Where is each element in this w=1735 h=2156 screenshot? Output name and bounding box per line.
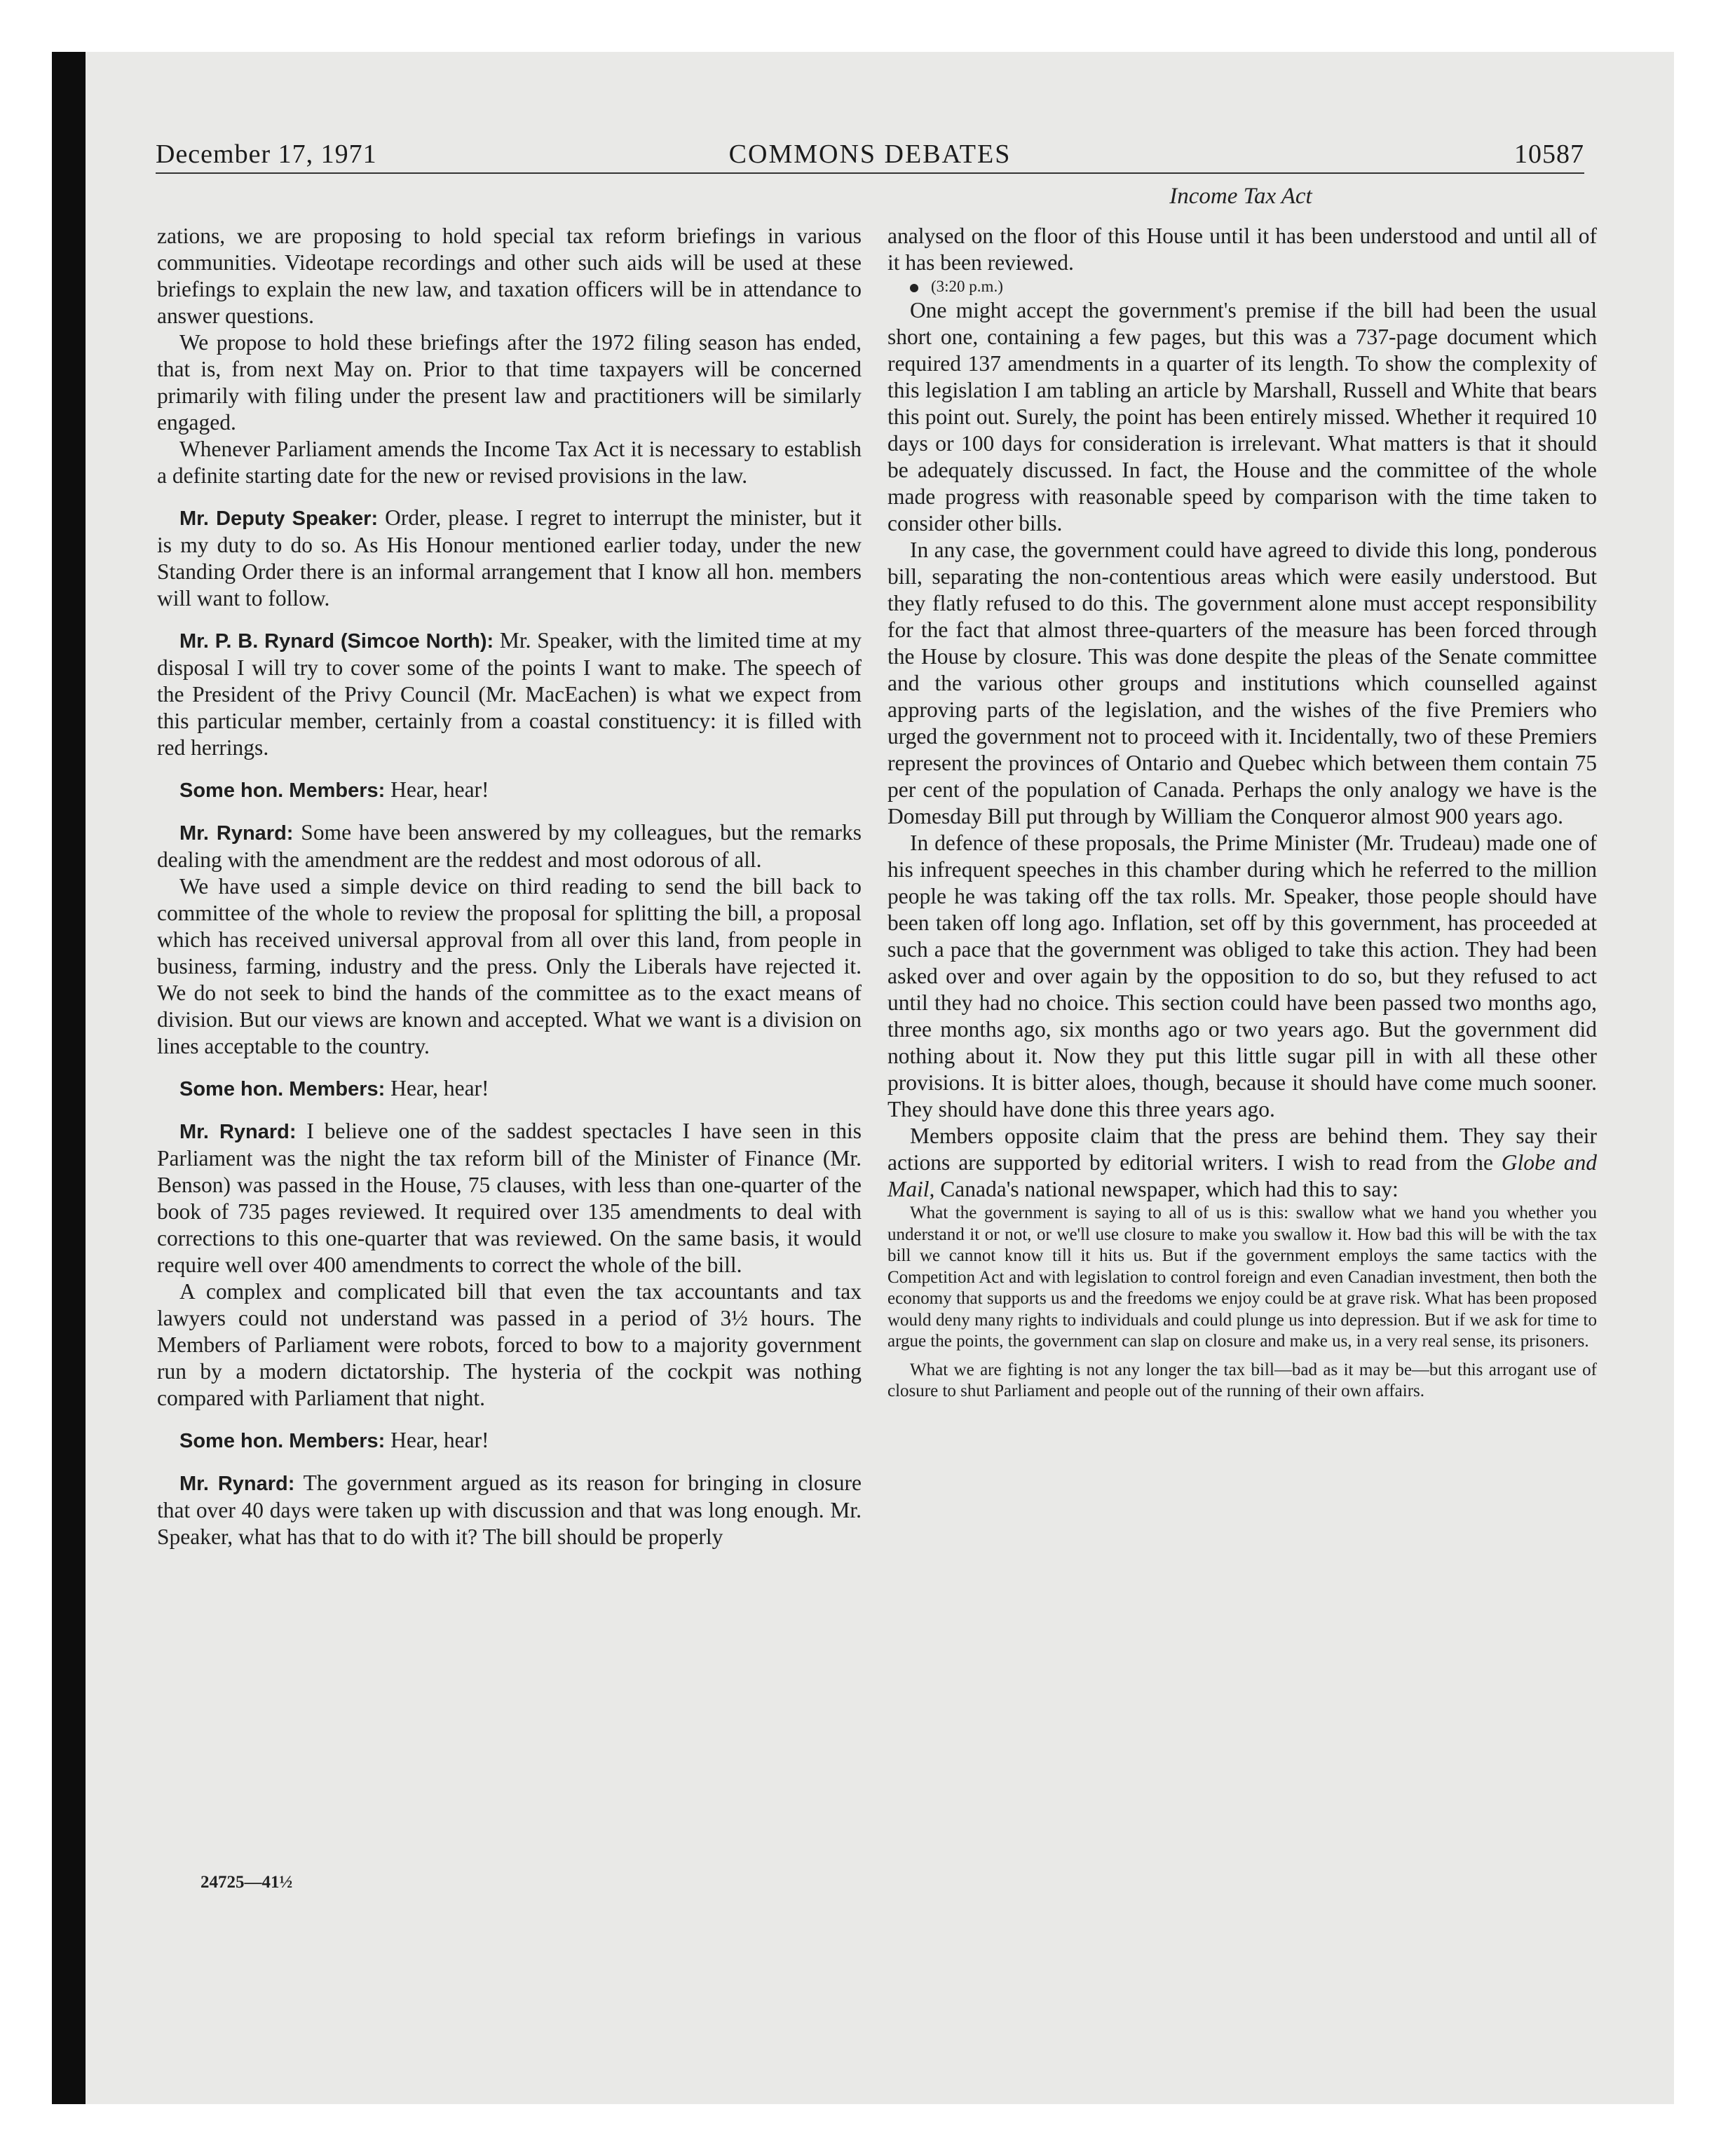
speech-text: Some have been answered by my colleagues, but the remarks dealing with the amendment are the reddest and most odorous of all. xyxy=(157,820,862,872)
paragraph: One might accept the government's premise if the bill had been the usual short one, containing a few pages, but this was a 737-page document which required 137 amendments in a quarter of its length. To show the complexity of this legislation I am tabling an article by Marshall, Russell and White that bears this point out. Surely, the point has been entirely missed. Whether it required 10 days or 100 days for consideration is irrelevant. What matters is that it should be adequately discussed. In fact, the House and the committee of the whole made progress with reasonable speed by comparison with the time taken to consider other bills. xyxy=(887,298,1597,535)
paragraph-text: Canada's national newspaper, which had this to say: xyxy=(934,1177,1399,1201)
paragraph-text: Members opposite claim that the press are behind them. They say their actions are supported by editorial writers. I wish to read from the xyxy=(887,1124,1597,1175)
header-publication: COMMONS DEBATES xyxy=(728,139,1012,169)
bullet-icon xyxy=(910,284,918,292)
paragraph: A complex and complicated bill that even the tax accountants and tax lawyers could not understand was passed in a period of 3½ hours. The Members of Parliament were robots, forced to bow to a majority government run by a modern dictatorship. The hysteria of the cockpit was nothing compared with Parliament that night. xyxy=(157,1279,862,1410)
header-date: December 17, 1971 xyxy=(156,139,377,169)
printer-code: 24725—41½ xyxy=(200,1873,293,1892)
speech xyxy=(157,1427,862,1454)
speaker-name: Mr. Deputy Speaker: xyxy=(179,507,379,530)
speaker-name: Some hon. Members: xyxy=(179,1078,386,1100)
paragraph: Whenever Parliament amends the Income Tax Act it is necessary to establish a definite starting date for the new or revised provisions in the law. xyxy=(157,437,862,488)
timestamp xyxy=(887,276,1597,297)
paragraph: In any case, the government could have agreed to divide this long, ponderous bill, separating the non-contentious areas which were easily understood. But they flatly refused to do this. The government alone must accept responsibility for the fact that almost three-quarters of the measure has been forced through the House by closure. This was done despite the pleas of the Senate committee and the various other groups and institutions which counselled against approving parts of the legislation, and the wishes of the five Premiers who urged the government not to proceed with it. Incidentally, two of these Premiers represent the provinces of Ontario and Quebec which between them contain 75 per cent of the population of Canada. Perhaps the only analogy we have is the Domesday Bill put through by William the Conqueror almost 900 years ago. xyxy=(887,538,1597,828)
block-quote: What the government is saying to all of us is this: swallow what we hand you whether you understand it or not, or we'll use closure to make you swallow it. How bad this will be with the tax bill we cannot know till it hits us. But if the government employs the same tactics with the Competition Act and with legislation to control foreign and even Canadian investment, then both the economy that supports us and the freedoms we enjoy could be at grave risk. What has been proposed would deny many rights to individuals and could plunge us into depression. But if we ask for time to argue the points, the government can slap on closure and make us, in a very real sense, its prisoners. xyxy=(887,1203,1597,1351)
block-quote: What we are fighting is not any longer the tax bill—bad as it may be—but this arrogant use of closure to shut Parliament and people out of the running of their own affairs. xyxy=(887,1360,1597,1400)
speech xyxy=(157,777,862,804)
speaker-name: Mr. P. B. Rynard (Simcoe North): xyxy=(179,630,494,653)
speech-text: Mr. Speaker, with the limited time at my disposal I will try to cover some of the points I want to make. The speech of the President of the Privy Council (Mr. MacEachen) is what we expect from this particular member, certainly from a coastal constituency: it is filled with red herrings. xyxy=(157,628,862,760)
right-column xyxy=(887,223,1597,1403)
speech xyxy=(157,1075,862,1103)
paragraph: We propose to hold these briefings after the 1972 filing season has ended, that is, from next May on. Prior to that time taxpayers will be concerned primarily with filing under the present law and practitioners will be similarly engaged. xyxy=(157,330,862,435)
header-page-number: 10587 xyxy=(1514,139,1584,169)
paragraph xyxy=(887,1123,1597,1203)
speaker-name: Some hon. Members: xyxy=(179,1430,386,1452)
scan-edge-shadow xyxy=(52,52,86,2104)
speech-text: Hear, hear! xyxy=(390,1076,489,1100)
speaker-name: Some hon. Members: xyxy=(179,779,386,802)
speech xyxy=(157,1118,862,1278)
speech xyxy=(157,627,862,761)
left-column xyxy=(157,223,862,1550)
speech-text: The government argued as its reason for bringing in closure that over 40 days were taken up with discussion and that was long enough. Mr. Speaker, what has that to do with it? The bill should be properly xyxy=(157,1471,862,1549)
speech xyxy=(157,1470,862,1550)
speech-text: Order, please. I regret to interrupt the minister, but it is my duty to do so. As His Honour mentioned earlier today, under the new Standing Order there is an informal arrangement that I know all hon. members will want to follow. xyxy=(157,505,862,610)
speech-text: Hear, hear! xyxy=(390,1428,489,1452)
running-header xyxy=(156,137,1584,174)
speech-text: I believe one of the saddest spectacles I have seen in this Parliament was the night the tax reform bill of the Minister of Finance (Mr. Benson) was passed in the House, 75 clauses, with less than one-quarter of the book of 735 pages reviewed. It required over 135 amendments to deal with corrections to this one-quarter that was reviewed. On the same basis, it would require well over 400 amendments to correct the whole of the bill. xyxy=(157,1119,862,1277)
section-heading: Income Tax Act xyxy=(1169,184,1312,209)
speech xyxy=(157,505,862,612)
speech xyxy=(157,819,862,873)
speaker-name: Mr. Rynard: xyxy=(179,1121,297,1143)
speaker-name: Mr. Rynard: xyxy=(179,822,294,845)
paragraph: analysed on the floor of this House until it has been understood and until all of it has been reviewed. xyxy=(887,224,1597,275)
paragraph: In defence of these proposals, the Prime Minister (Mr. Trudeau) made one of his infrequent speeches in this chamber during which he referred to the million people he was taking off the tax rolls. Mr. Speaker, those people should have been taken off long ago. Inflation, set off by this government, has proceeded at such a pace that the government was obliged to take this action. They had been asked over and over again by the opposition to do so, but they refused to act until they had no choice. This section could have been passed two months ago, three months ago, six months ago or two years ago. But the government did nothing about it. Now they put this little sugar pill in with all these other provisions. It is bitter aloes, though, because it should have come much sooner. They should have done this three years ago. xyxy=(887,831,1597,1121)
speaker-name: Mr. Rynard: xyxy=(179,1473,295,1495)
paragraph: zations, we are proposing to hold special tax reform briefings in various communities. Videotape recordings and other such aids will be used at these briefings to explain the new law, and taxation officers will be in attendance to answer questions. xyxy=(157,224,862,328)
speech-text: Hear, hear! xyxy=(390,777,489,802)
newspaper-title: Globe and Mail, xyxy=(887,1150,1597,1201)
paragraph: We have used a simple device on third reading to send the bill back to committee of the whole to review the proposal for splitting the bill, a proposal which has received universal approval from all over this land, from people in business, farming, industry and the press. Only the Liberals have rejected it. We do not seek to bind the hands of the committee as to the exact means of division. But our views are known and accepted. What we want is a division on lines acceptable to the country. xyxy=(157,874,862,1058)
timestamp-text: (3:20 p.m.) xyxy=(931,278,1003,295)
